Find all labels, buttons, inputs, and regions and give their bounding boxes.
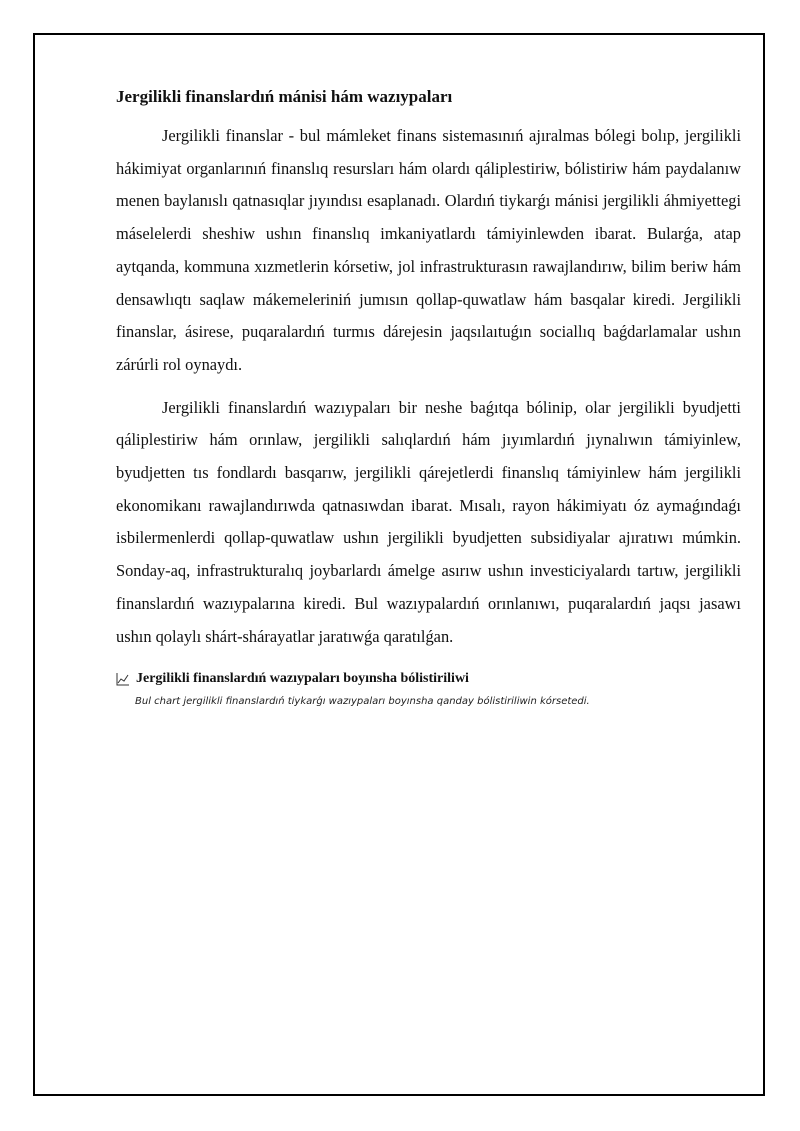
paragraph-meaning: Jergilikli finanslar - bul mámleket finans sistemasınıń ajıralmas bólegi bolıp, jergilikli hákimiyat organlarınıń finanslıq resursları hám olardı qáliplestiriw, bólistiriw hám paydalanıw menen baylanıslı qatnasıqlar jıyındısı esaplanadı. Olardıń tiykarǵı mánisi jergilikli áhmiyettegi máselelerdi sheshiw ushın finanslıq imkaniyatlardı támiyinlewden ibarat. Bularǵa, atap aytqanda, kommuna xızmetlerin kórsetiw, jol infrastrukturasın rawajlandırıw, bilim beriw hám densawlıqtı saqlaw mákemeleriniń jumısın qollap-quwatlaw hám basqalar kiredi. Jergilikli finanslar, ásirese, puqaralardıń turmıs dárejesin jaqsılaıtuǵın sociallıq baǵdarlamalar ushın zárúrli rol oynaydı.: [116, 126, 741, 374]
section-heading: Jergilikli finanslardıń mánisi hám wazıypaları: [116, 87, 453, 106]
chart-reference: [116, 669, 741, 709]
line-chart-icon: [116, 672, 130, 686]
chart-title: Jergilikli finanslardıń wazıypaları boyınsha bólistiriliwi: [136, 671, 469, 687]
paragraph-functions: Jergilikli finanslardıń wazıypaları bir neshe baǵıtqa bólinip, olar jergilikli byudjetti qáliplestiriw hám orınlaw, jergilikli salıqlardıń hám jıyımlardıń jıynalıwın támiyinlew, byudjetten tıs fondlardı basqarıw, jergilikli qárejetlerdi finanslıq támiyinlew hám jergilikli ekonomikanı rawajlandırıwda qatnasıwdan ibarat. Mısalı, rayon hákimiyatı óz aymaǵındaǵı isbilermenlerdi qollap-quwatlaw ushın jergilikli byudjetten subsidiyalar ajıratıwı múmkin. Sonday-aq, infrastrukturalıq joybarlardı ámelge asırıw ushın investiciyalardı tartıw, jergilikli finanslardıń wazıypalarına kiredi. Bul wazıypalardıń orınlanıwı, puqaralardıń jaqsı jasawı ushın qolaylı shárt-shárayatlar jaratıwǵa qaratılǵan.: [116, 397, 741, 646]
chart-title-row: [116, 669, 741, 689]
chart-caption: Bul chart jergilikli finanslardıń tiykarǵı wazıypaları boyınsha qanday bólistiriliwin kórsetedi.: [135, 696, 590, 708]
document-body: [116, 84, 741, 709]
